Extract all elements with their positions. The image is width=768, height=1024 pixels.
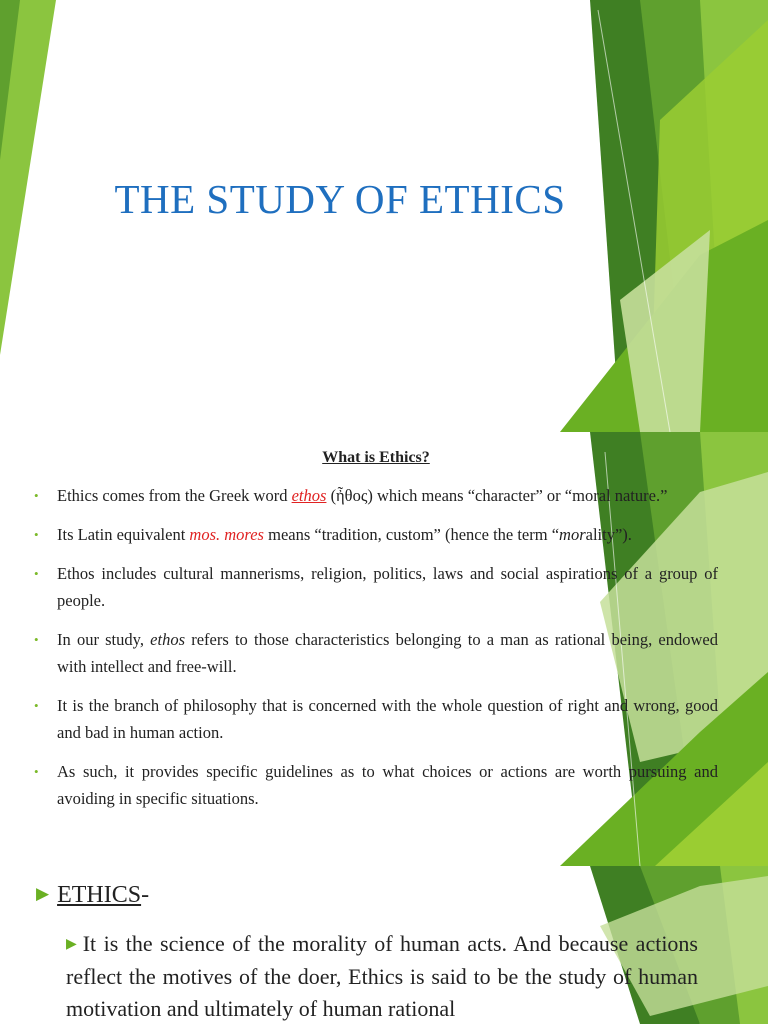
bullet-item: • Ethos includes cultural mannerisms, religion, politics, laws and social aspirations of a group of people. — [34, 560, 718, 614]
bullet-icon: • — [34, 698, 39, 713]
bullet-icon: • — [34, 764, 39, 779]
bullet-item: • Ethics comes from the Greek word ethos (ἦθος) which means “character” or “moral nature.” — [34, 482, 718, 509]
slide-heading: What is Ethics? — [322, 449, 430, 466]
bullet-item: • As such, it provides specific guidelines as to what choices or actions are worth pursuing and avoiding in specific situations. — [34, 758, 718, 812]
bullet-icon: • — [34, 527, 39, 542]
bullet-item: • Its Latin equivalent mos. mores means “tradition, custom” (hence the term “morality”). — [34, 521, 718, 548]
bullet-icon: • — [34, 566, 39, 581]
ethics-definition: ▶ It is the science of the morality of human acts. And because actions reflect the motives of the doer, Ethics is said to be the study of human motivation and ultimately of human rational — [66, 931, 698, 1021]
triangle-bullet-icon: ▶ — [66, 937, 79, 952]
triangle-bullet-icon: ▶ — [36, 884, 50, 903]
title-slide — [0, 0, 768, 432]
bullet-item: • It is the branch of philosophy that is concerned with the whole question of right and wrong, good and bad in human action. — [34, 692, 718, 746]
ethics-definition-slide — [0, 866, 768, 1024]
bullet-icon: • — [34, 632, 39, 647]
bullet-item: • In our study, ethos refers to those characteristics belonging to a man as rational being, endowed with intellect and free-will. — [34, 626, 718, 680]
slide-title: THE STUDY OF ETHICS — [114, 176, 566, 222]
what-is-ethics-slide — [0, 432, 768, 866]
bullet-icon: • — [34, 488, 39, 503]
bullet-list — [34, 482, 718, 824]
ethics-heading: ▶ ETHICS- — [36, 882, 150, 908]
